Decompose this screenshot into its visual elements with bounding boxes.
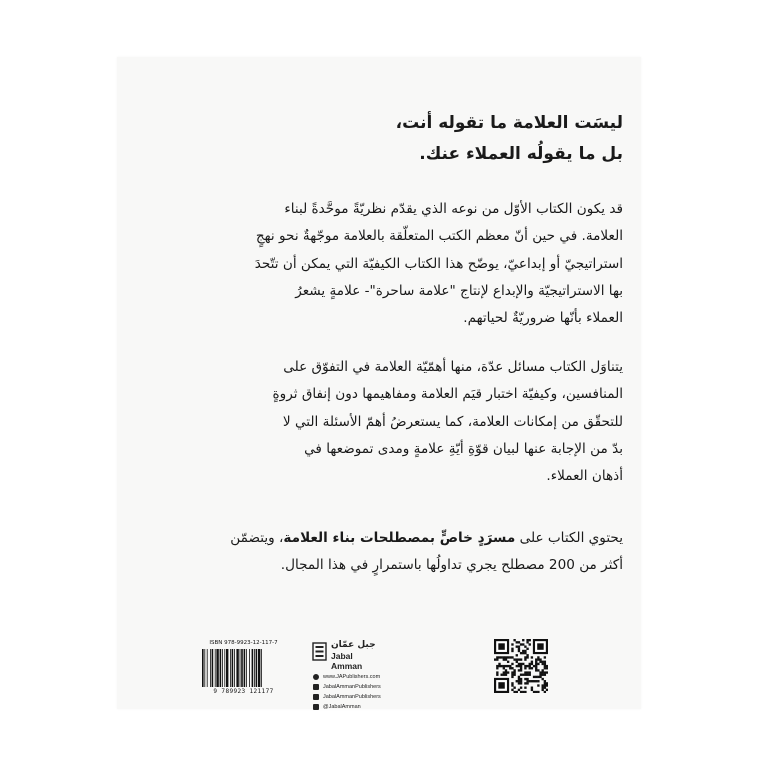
paragraph-line: بدّ من الإجابة عنها لبيان قوّةِ أيّةِ علامةٍ ومدى تموضعها في (304, 440, 623, 457)
contact-website[interactable] (313, 672, 423, 681)
publisher-logo (312, 640, 384, 671)
headline-line-1: ليسَت العلامة ما تقوله أنت، (395, 113, 623, 133)
publisher-logo-icon (312, 642, 327, 661)
publisher-contacts (313, 672, 423, 712)
isbn-digits: 9 789923 121177 (213, 688, 274, 695)
qr-code-icon[interactable] (494, 639, 548, 693)
globe-icon (313, 674, 319, 680)
contact-facebook-text: JabalAmmanPublishers (323, 693, 381, 700)
contact-twitter-text: @JabalAmman (323, 703, 361, 710)
paragraph-line (131, 525, 623, 552)
paragraph-line: بها الاستراتيجيّة والإبداع لإنتاج "علامة ساحرة"- علامةٍ يشعرُ (295, 282, 623, 299)
glossary-highlight: مسرَدٍ خاصٍّ بمصطلحات بناء العلامة (283, 530, 516, 546)
paragraph-line: المنافسين، وكيفيّة اختبار قيَم العلامة ومفاهيمها دون إنفاق ثروةٍ (272, 386, 623, 403)
paragraph-intro (131, 196, 623, 332)
barcode-icon (198, 649, 289, 689)
instagram-icon (313, 684, 319, 690)
headline-line-2: بل ما يقولُه العملاء عنك. (419, 144, 623, 164)
publisher-name-ar: جبل عمّان (331, 640, 376, 650)
paragraph-line: استراتيجيّ أو إبداعيّ، يوضّح هذا الكتاب الكيفيّة التي يمكن أن تتّحدَ (254, 255, 623, 272)
twitter-icon (313, 704, 319, 710)
glossary-text-end: ، ويتضمّن (230, 530, 284, 546)
contact-facebook[interactable] (313, 692, 423, 701)
contact-twitter[interactable] (313, 702, 423, 711)
headline (131, 108, 623, 170)
publisher-name-en: Jabal Amman (331, 651, 363, 671)
paragraph-line: أكثر من 200 مصطلح يجري تداولُها باستمرارٍ في هذا المجال. (280, 557, 623, 574)
paragraph-line: العملاء بأنّها ضروريّةٌ لحياتهم. (463, 310, 623, 327)
isbn-label: ISBN 978-9923-12-117-7 (209, 640, 278, 646)
contact-instagram-text: JabalAmmanPublishers (323, 683, 381, 690)
contact-instagram[interactable] (313, 682, 423, 691)
contact-website-text: www.JAPublishers.com (323, 673, 381, 680)
isbn-barcode (198, 640, 289, 695)
facebook-icon (313, 694, 319, 700)
paragraph-line: يتناوَل الكتاب مسائل عدّة، منها أهمّيّة العلامة في التفوّق على (283, 359, 623, 375)
paragraph-line: للتحقّق من إمكانات العلامة، كما يستعرضُ أهمّ الأسئلة التي لا (282, 413, 623, 430)
paragraph-line: قد يكون الكتاب الأوّل من نوعه الذي يقدّم نظريّةً موحَّدةً لبناء (284, 201, 623, 217)
paragraph-line: العلامة. في حين أنّ معظم الكتب المتعلّقة بالعلامة موجّهةٌ نحو نهجٍ (255, 228, 623, 245)
paragraph-topics (131, 354, 623, 490)
paragraph-glossary (131, 525, 623, 580)
paragraph-line: أذهان العملاء. (546, 468, 623, 485)
glossary-text-start: يحتوي الكتاب على (515, 530, 623, 546)
